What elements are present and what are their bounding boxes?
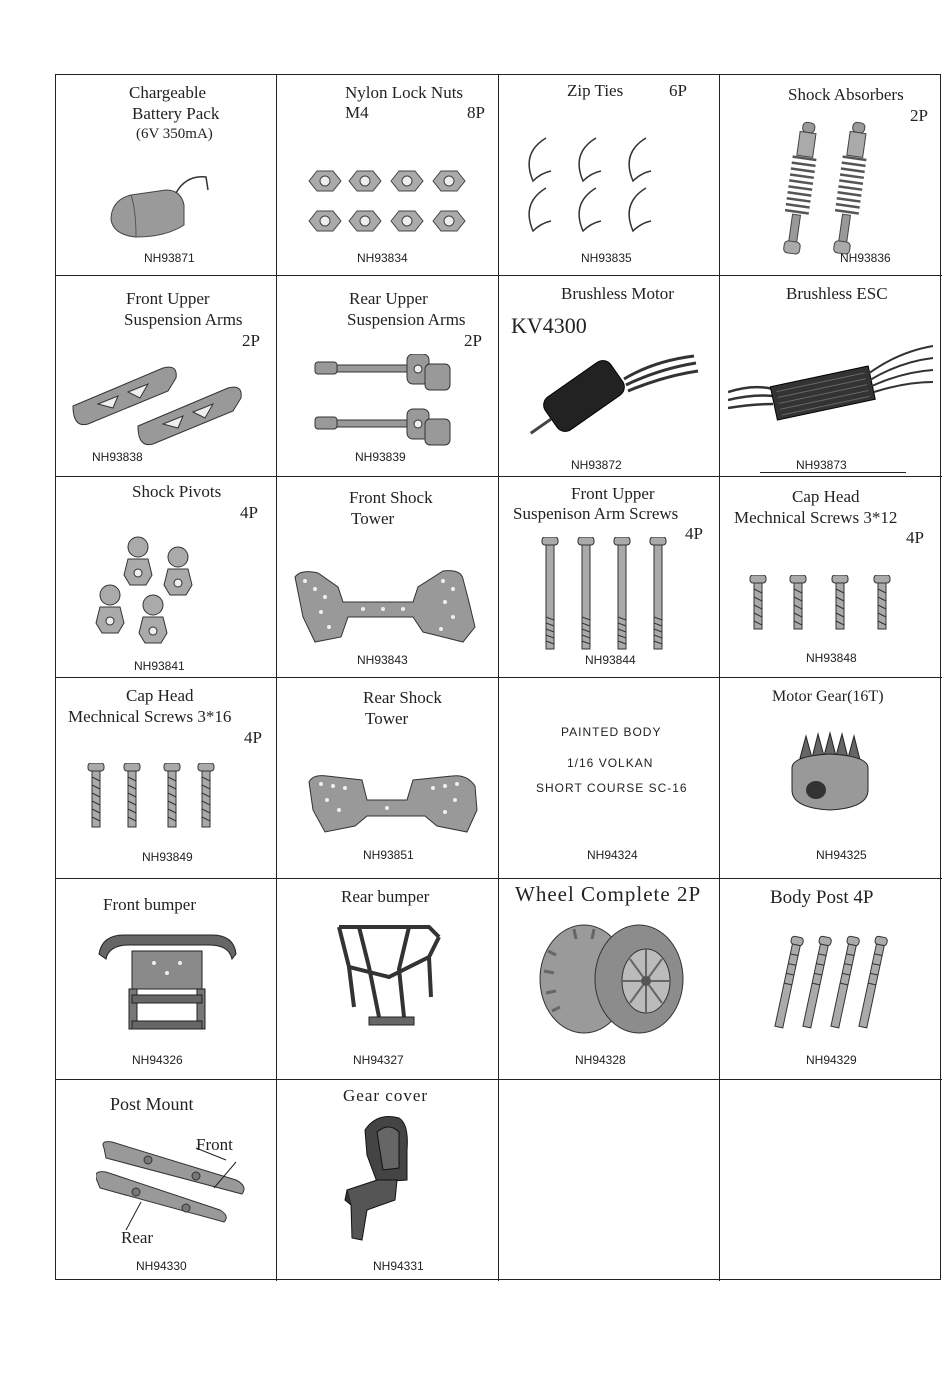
part-cell-painted-body bbox=[499, 678, 720, 879]
parts-grid bbox=[55, 74, 941, 1280]
part-code: NH93839 bbox=[355, 450, 406, 464]
screws-3x16-image bbox=[86, 763, 226, 829]
brushless-esc-image bbox=[728, 334, 936, 434]
part-cell-front-bumper bbox=[56, 879, 277, 1080]
brushless-motor-image bbox=[514, 341, 704, 441]
part-title-line: Front Upper bbox=[126, 289, 210, 308]
battery-pack-image bbox=[106, 175, 216, 245]
body-post-image bbox=[768, 934, 898, 1034]
part-quantity: 4P bbox=[906, 528, 924, 547]
part-code: NH94326 bbox=[132, 1053, 183, 1067]
part-cell-shock-pivots bbox=[56, 477, 277, 678]
part-title-line: Tower bbox=[351, 509, 395, 528]
part-cell-nylon-lock-nuts bbox=[277, 75, 499, 276]
part-title-line: Rear Upper bbox=[349, 289, 428, 308]
part-title-line: Rear Shock bbox=[363, 688, 442, 707]
nylon-lock-nuts-image bbox=[305, 163, 470, 243]
part-title-line: Front bumper bbox=[103, 895, 197, 914]
part-title-line: Suspenison Arm Screws bbox=[513, 504, 679, 523]
zip-ties-image bbox=[521, 133, 671, 243]
part-title-line: Gear cover bbox=[343, 1086, 429, 1105]
part-spec: KV4300 bbox=[511, 313, 587, 338]
part-code: NH93835 bbox=[581, 251, 632, 265]
part-code: NH93872 bbox=[571, 458, 622, 472]
part-cell-wheel-complete bbox=[499, 879, 720, 1080]
part-quantity: 4P bbox=[685, 524, 703, 543]
part-code: NH93851 bbox=[363, 848, 414, 862]
part-title-line: Zip Ties bbox=[567, 81, 624, 100]
front-shock-tower-image bbox=[293, 567, 483, 652]
divider bbox=[760, 472, 906, 473]
part-quantity: 2P bbox=[464, 331, 482, 350]
empty-cell bbox=[720, 1080, 942, 1281]
part-title-line: 1/16 VOLKAN bbox=[567, 756, 654, 770]
part-code: NH93848 bbox=[806, 651, 857, 665]
motor-gear-image bbox=[780, 728, 880, 818]
part-cell-rear-shock-tower bbox=[277, 678, 499, 879]
post-mount-rear-label: Rear bbox=[121, 1228, 154, 1247]
part-title-line: Brushless Motor bbox=[561, 284, 674, 303]
part-title-line: Rear bumper bbox=[341, 887, 430, 906]
shock-pivots-image bbox=[84, 535, 224, 655]
part-title-line: Nylon Lock Nuts bbox=[345, 83, 464, 102]
part-code: NH93843 bbox=[357, 653, 408, 667]
part-cell-brushless-esc bbox=[720, 276, 942, 477]
part-spec: (6V 350mA) bbox=[136, 126, 213, 142]
part-title-line: Post Mount bbox=[110, 1094, 194, 1114]
part-title-line: Mechnical Screws 3*12 bbox=[734, 508, 898, 527]
part-code: NH93873 bbox=[796, 458, 847, 472]
part-title-line: Body Post 4P bbox=[770, 887, 874, 908]
part-title-line: Suspension Arms bbox=[347, 310, 466, 329]
part-title-line: Shock Pivots bbox=[132, 482, 222, 501]
part-quantity: 8P bbox=[467, 103, 485, 122]
part-title-line: PAINTED BODY bbox=[561, 725, 662, 739]
part-spec: M4 bbox=[345, 103, 369, 122]
part-cell-rear-bumper bbox=[277, 879, 499, 1080]
part-title-line: Mechnical Screws 3*16 bbox=[68, 707, 232, 726]
part-code: NH93841 bbox=[134, 659, 185, 673]
post-mount-front-label: Front bbox=[196, 1135, 233, 1154]
part-title-line: Front Shock bbox=[349, 488, 433, 507]
part-code: NH94330 bbox=[136, 1259, 187, 1273]
part-cell-screws-3x16 bbox=[56, 678, 277, 879]
part-code: NH94325 bbox=[816, 848, 867, 862]
part-cell-front-shock-tower bbox=[277, 477, 499, 678]
part-title-line: SHORT COURSE SC-16 bbox=[536, 781, 688, 795]
part-title-line: Cap Head bbox=[792, 487, 860, 506]
part-quantity: 2P bbox=[910, 106, 928, 125]
part-code: NH94328 bbox=[575, 1053, 626, 1067]
part-title-line: Tower bbox=[365, 709, 409, 728]
part-code: NH94331 bbox=[373, 1259, 424, 1273]
part-code: NH94324 bbox=[587, 848, 638, 862]
part-quantity: 4P bbox=[244, 728, 262, 747]
part-title-line: Brushless ESC bbox=[786, 284, 888, 303]
part-quantity: 4P bbox=[240, 503, 258, 522]
empty-cell bbox=[499, 1080, 720, 1281]
part-cell-zip-ties bbox=[499, 75, 720, 276]
part-title-line: Cap Head bbox=[126, 686, 194, 705]
screws-3x12-image bbox=[748, 575, 898, 633]
arm-screws-image bbox=[539, 537, 679, 655]
post-mount-image bbox=[96, 1140, 266, 1260]
shock-absorbers-image bbox=[770, 120, 890, 260]
part-title-line: Front Upper bbox=[571, 484, 655, 503]
front-bumper-image bbox=[94, 929, 244, 1039]
part-cell-screws-3x12 bbox=[720, 477, 942, 678]
part-cell-shock-absorbers bbox=[720, 75, 942, 276]
part-code: NH93871 bbox=[144, 251, 195, 265]
rear-upper-arms-image bbox=[313, 354, 463, 459]
part-cell-post-mount bbox=[56, 1080, 277, 1281]
part-cell-body-post bbox=[720, 879, 942, 1080]
part-title-line: Suspension Arms bbox=[124, 310, 243, 329]
part-title-line: Wheel Complete 2P bbox=[515, 882, 702, 906]
rear-bumper-image bbox=[329, 917, 449, 1039]
part-code: NH94327 bbox=[353, 1053, 404, 1067]
rear-shock-tower-image bbox=[307, 770, 482, 840]
part-title-line: Motor Gear(16T) bbox=[772, 688, 884, 705]
front-upper-arms-image bbox=[68, 356, 268, 456]
part-cell-motor-gear bbox=[720, 678, 942, 879]
part-code: NH94329 bbox=[806, 1053, 857, 1067]
part-cell-battery-pack bbox=[56, 75, 277, 276]
part-title-line: Battery Pack bbox=[132, 104, 220, 123]
part-code: NH93834 bbox=[357, 251, 408, 265]
part-code: NH93844 bbox=[585, 653, 636, 667]
part-code: NH93836 bbox=[840, 251, 891, 265]
part-cell-brushless-motor bbox=[499, 276, 720, 477]
part-code: NH93849 bbox=[142, 850, 193, 864]
part-title-line: Chargeable bbox=[129, 83, 207, 102]
part-quantity: 2P bbox=[242, 331, 260, 350]
gear-cover-image bbox=[337, 1110, 437, 1250]
part-title-line: Shock Absorbers bbox=[788, 85, 904, 104]
part-cell-arm-screws bbox=[499, 477, 720, 678]
wheel-complete-image bbox=[534, 921, 689, 1036]
part-cell-rear-upper-arms bbox=[277, 276, 499, 477]
part-cell-gear-cover bbox=[277, 1080, 499, 1281]
part-quantity: 6P bbox=[669, 81, 687, 100]
part-code: NH93838 bbox=[92, 450, 143, 464]
part-cell-front-upper-arms bbox=[56, 276, 277, 477]
